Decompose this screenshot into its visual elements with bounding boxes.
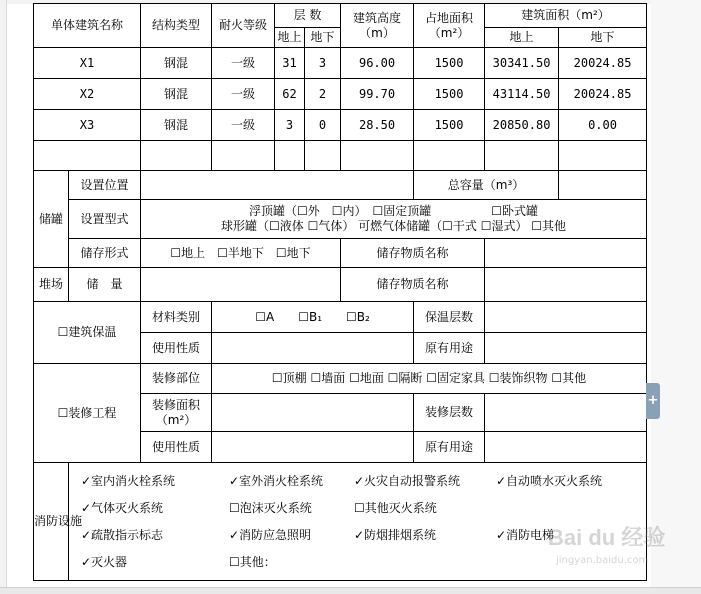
- fire-facility-item[interactable]: ✓自动喷水灭火系统: [496, 473, 603, 488]
- fire-facility-item[interactable]: ✓室外消火栓系统: [229, 473, 324, 488]
- decoration-layers-value[interactable]: [485, 394, 647, 432]
- header-height-unit: （m）: [359, 25, 395, 40]
- fire-facility-item[interactable]: ☐其他：: [229, 554, 276, 569]
- decoration-original-value[interactable]: [485, 432, 647, 463]
- building-floors-below: 0: [305, 110, 341, 141]
- storage-form-label: 储存形式: [69, 239, 141, 268]
- decoration-parts-label: 装修部位: [141, 364, 212, 394]
- decoration-checkbox[interactable]: ☐装修工程: [34, 364, 141, 463]
- fire-facility-item[interactable]: ☐其他灭火系统: [354, 500, 437, 515]
- header-fire-rating: 耐火等级: [212, 4, 275, 48]
- insulation-usage-value[interactable]: [212, 333, 414, 364]
- yard-section-label: 堆场: [34, 268, 69, 302]
- decoration-area-text: 装修面积: [152, 397, 201, 412]
- insulation-layers-label: 保温层数: [414, 302, 485, 333]
- header-area-below: 地下: [559, 28, 647, 48]
- building-floors-below: 2: [305, 79, 341, 110]
- storage-location-label: 设置位置: [69, 171, 141, 200]
- header-area-above: 地上: [485, 28, 559, 48]
- table-row: [34, 48, 647, 79]
- empty-cell[interactable]: [305, 141, 341, 171]
- fire-facility-item[interactable]: ✓疏散指示标志: [81, 527, 164, 542]
- empty-cell[interactable]: [485, 141, 559, 171]
- building-floors-above: 31: [275, 48, 305, 79]
- building-height: 96.00: [341, 48, 414, 79]
- empty-cell[interactable]: [414, 141, 485, 171]
- building-footprint: 1500: [414, 79, 485, 110]
- header-floors-below: 地下: [305, 28, 341, 48]
- fire-facilities-section-label: 消防设施: [34, 463, 69, 581]
- building-rating: 一级: [212, 79, 275, 110]
- building-rating: 一级: [212, 48, 275, 79]
- header-height: [341, 4, 414, 48]
- storage-type-line2: 球形罐（☐液体 ☐气体） 可燃气体储罐（☐干式 ☐湿式） ☐其他: [221, 219, 567, 233]
- insulation-original-label: 原有用途: [414, 333, 485, 364]
- header-floors-above: 地上: [275, 28, 305, 48]
- empty-cell[interactable]: [212, 141, 275, 171]
- status-bar: [0, 587, 701, 594]
- decoration-usage-value[interactable]: [212, 432, 414, 463]
- building-area-below: 20024.85: [559, 48, 647, 79]
- empty-cell[interactable]: [141, 141, 212, 171]
- building-floors-above: 62: [275, 79, 305, 110]
- decoration-area-label: [141, 394, 212, 432]
- header-footprint-label: 占地面积: [425, 10, 474, 25]
- fire-facility-item[interactable]: ✓消防电梯: [496, 527, 555, 542]
- empty-cell[interactable]: [559, 141, 647, 171]
- table-row-empty: [34, 141, 647, 171]
- decoration-original-label: 原有用途: [414, 432, 485, 463]
- yard-amount-label: 储 量: [69, 268, 141, 302]
- building-height: 28.50: [341, 110, 414, 141]
- empty-cell[interactable]: [275, 141, 305, 171]
- building-height: 99.70: [341, 79, 414, 110]
- fire-facility-item[interactable]: [354, 555, 496, 570]
- yard-material-value[interactable]: [485, 268, 647, 302]
- storage-type-line1: 浮顶罐（☐外 ☐内） ☐固定顶罐 ☐卧式罐: [249, 204, 539, 218]
- fire-facility-item[interactable]: ✓气体灭火系统: [81, 500, 164, 515]
- header-area: 建筑面积（m²）: [485, 4, 647, 28]
- fire-facility-item[interactable]: ✓消防应急照明: [229, 527, 312, 542]
- storage-capacity-label: 总容量（m³）: [414, 171, 559, 200]
- yard-material-label: 储存物质名称: [341, 268, 485, 302]
- header-floors: 层 数: [275, 4, 341, 28]
- storage-location-value[interactable]: [141, 171, 414, 200]
- insulation-layers-value[interactable]: [485, 302, 647, 333]
- insulation-checkbox[interactable]: ☐建筑保温: [34, 302, 141, 364]
- header-structure: 结构类型: [141, 4, 212, 48]
- header-height-label: 建筑高度: [353, 10, 402, 25]
- building-name: X2: [34, 79, 141, 110]
- building-area-above: 43114.50: [485, 79, 559, 110]
- storage-form-options[interactable]: ☐地上 ☐半地下 ☐地下: [141, 239, 341, 268]
- yard-amount-value[interactable]: [141, 268, 341, 302]
- header-building-name: 单体建筑名称: [34, 4, 141, 48]
- building-name: X1: [34, 48, 141, 79]
- insulation-material-options[interactable]: ☐A ☐B₁ ☐B₂: [212, 302, 414, 333]
- empty-cell[interactable]: [34, 141, 141, 171]
- building-floors-below: 3: [305, 48, 341, 79]
- storage-material-label: 储存物质名称: [341, 239, 485, 268]
- building-rating: 一级: [212, 110, 275, 141]
- fire-facility-item[interactable]: ☐泡沫灭火系统: [229, 500, 312, 515]
- decoration-parts-options[interactable]: ☐顶棚 ☐墙面 ☐地面 ☐隔断 ☐固定家具 ☐装饰织物 ☐其他: [212, 364, 647, 394]
- table-row: [34, 110, 647, 141]
- building-structure: 钢混: [141, 110, 212, 141]
- table-row: [34, 79, 647, 110]
- insulation-material-label: 材料类别: [141, 302, 212, 333]
- insulation-usage-label: 使用性质: [141, 333, 212, 364]
- building-area-above: 20850.80: [485, 110, 559, 141]
- expand-tab-button[interactable]: +: [646, 383, 660, 419]
- building-footprint: 1500: [414, 48, 485, 79]
- watermark: [548, 513, 668, 573]
- header-footprint: [414, 4, 485, 48]
- building-name: X3: [34, 110, 141, 141]
- header-footprint-unit: （m²）: [428, 25, 470, 40]
- building-area-below: 0.00: [559, 110, 647, 141]
- building-floors-above: 3: [275, 110, 305, 141]
- fire-facility-item[interactable]: ✓火灾自动报警系统: [354, 473, 461, 488]
- decoration-area-unit: （m²）: [155, 412, 197, 427]
- decoration-area-value[interactable]: [212, 394, 414, 432]
- page-left-edge: [0, 0, 7, 593]
- decoration-usage-label: 使用性质: [141, 432, 212, 463]
- storage-type-options[interactable]: [141, 200, 647, 239]
- storage-material-value[interactable]: [485, 239, 647, 268]
- storage-capacity-value[interactable]: [559, 171, 647, 200]
- building-structure: 钢混: [141, 79, 212, 110]
- page-right-margin: [651, 0, 701, 593]
- building-structure: 钢混: [141, 48, 212, 79]
- fire-facility-item[interactable]: ✓防烟排烟系统: [354, 527, 437, 542]
- storage-type-label: 设置型式: [69, 200, 141, 239]
- building-area-above: 30341.50: [485, 48, 559, 79]
- fire-facility-item[interactable]: ✓室内消火栓系统: [81, 473, 176, 488]
- building-area-below: 20024.85: [559, 79, 647, 110]
- building-footprint: 1500: [414, 110, 485, 141]
- fire-facility-item[interactable]: ✓灭火器: [81, 554, 128, 569]
- storage-section-label: 储罐: [34, 171, 69, 268]
- empty-cell[interactable]: [341, 141, 414, 171]
- building-info-table: [33, 3, 647, 581]
- insulation-original-value[interactable]: [485, 333, 647, 364]
- watermark-logo: Bai du 经验: [548, 525, 666, 550]
- watermark-url: jingyan.baidu.com: [556, 555, 649, 566]
- decoration-layers-label: 装修层数: [414, 394, 485, 432]
